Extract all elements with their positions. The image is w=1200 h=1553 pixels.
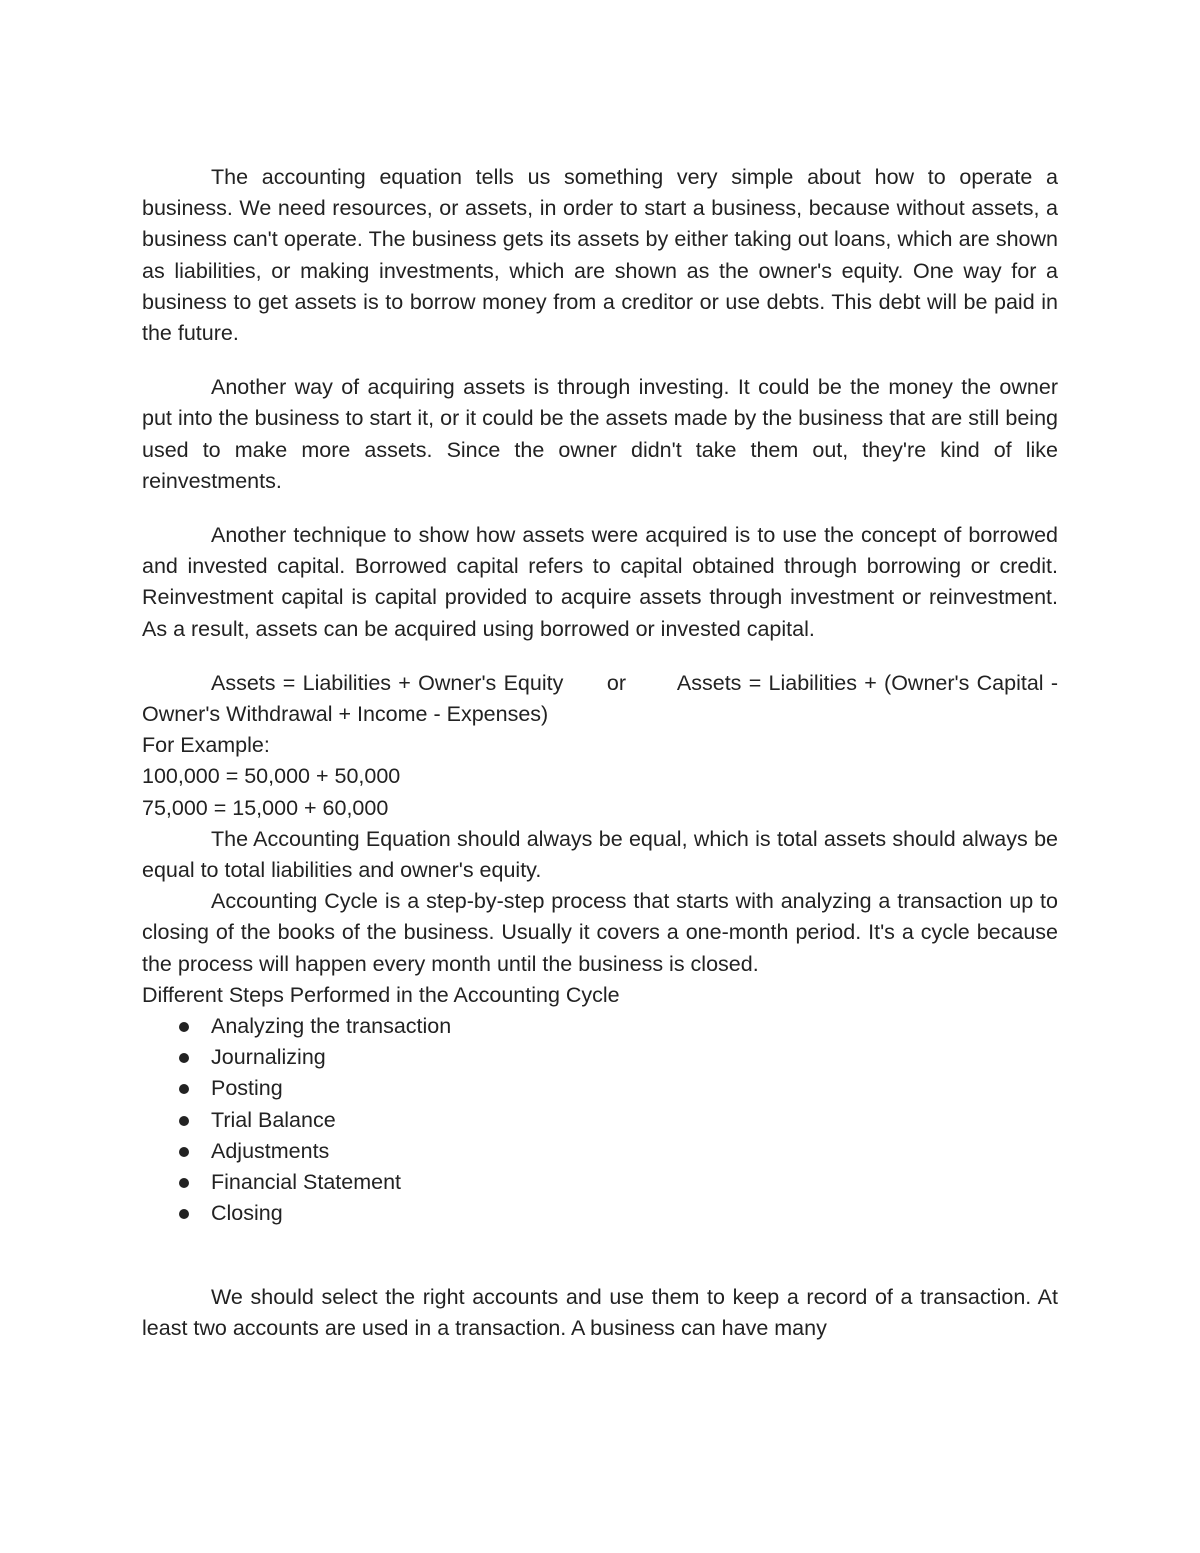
document-page — [142, 162, 1058, 1344]
list-item — [142, 1042, 1058, 1073]
step-label: Posting — [211, 1076, 283, 1101]
steps-list — [142, 1011, 1058, 1229]
step-label: Adjustments — [211, 1138, 330, 1163]
step-label: Financial Statement — [211, 1170, 402, 1195]
step-label: Trial Balance — [211, 1107, 336, 1132]
list-item — [142, 1105, 1058, 1136]
paragraph-accounting-cycle: Accounting Cycle is a step-by-step process that starts with analyzing a transaction up to closing of the books of the business. Usually it covers a one-month period. It's a cycle because the process will happen every month until the business is closed. — [142, 889, 1058, 976]
bullet-icon — [179, 1116, 189, 1126]
paragraph-investing: Another way of acquiring assets is through investing. It could be the money the owner put into the business to start it, or it could be the assets made by the business that are still being used to make more assets. Since the owner didn't take them out, they're kind of like reinvestments. — [142, 375, 1058, 493]
section-spacer — [142, 1230, 1058, 1282]
paragraph-borrowed-invested-capital: Another technique to show how assets were acquired is to use the concept of borrowed and invested capital. Borrowed capital refers to capital obtained through borrowing or credit. Reinvestment capital is capital provided to acquire assets through investment or reinvestment. As a result, assets can be acquired using borrowed or invested capital. — [142, 523, 1058, 641]
step-label: Analyzing the transaction — [211, 1014, 452, 1039]
example-line-2: 75,000 = 15,000 + 60,000 — [142, 795, 389, 820]
list-item — [142, 1136, 1058, 1167]
steps-heading: Different Steps Performed in the Accounting Cycle — [142, 982, 620, 1007]
bullet-icon — [179, 1178, 189, 1188]
bullet-icon — [179, 1084, 189, 1094]
example-label: For Example: — [142, 733, 270, 758]
list-item — [142, 1198, 1058, 1229]
paragraph-accounting-equation: The accounting equation tells us something very simple about how to operate a business. We need resources, or assets, in order to start a business, because without assets, a business can't operate. The business gets its assets by either taking out loans, which are shown as liabilities, or making investments, which are shown as the owner's equity. One way for a business to get assets is to borrow money from a creditor or use debts. This debt will be paid in the future. — [142, 165, 1058, 346]
step-label: Journalizing — [211, 1045, 326, 1070]
paragraph-equation-equal: The Accounting Equation should always be equal, which is total assets should always be equal to total liabilities and owner's equity. — [142, 826, 1058, 883]
bullet-icon — [179, 1209, 189, 1219]
bullet-icon — [179, 1147, 189, 1157]
bullet-icon — [179, 1022, 189, 1032]
equation-text: Assets = Liabilities + Owner's Equity or Assets = Liabilities + (Owner's Capital - Owner's Withdrawal + Income - Expenses) — [142, 670, 1058, 727]
example-line-1: 100,000 = 50,000 + 50,000 — [142, 764, 401, 789]
list-item — [142, 1011, 1058, 1042]
list-item — [142, 1073, 1058, 1104]
bullet-icon — [179, 1053, 189, 1063]
paragraph-select-accounts: We should select the right accounts and use them to keep a record of a transaction. At least two accounts are used in a transaction. A business can have many — [142, 1284, 1058, 1340]
step-label: Closing — [211, 1201, 283, 1226]
list-item — [142, 1167, 1058, 1198]
